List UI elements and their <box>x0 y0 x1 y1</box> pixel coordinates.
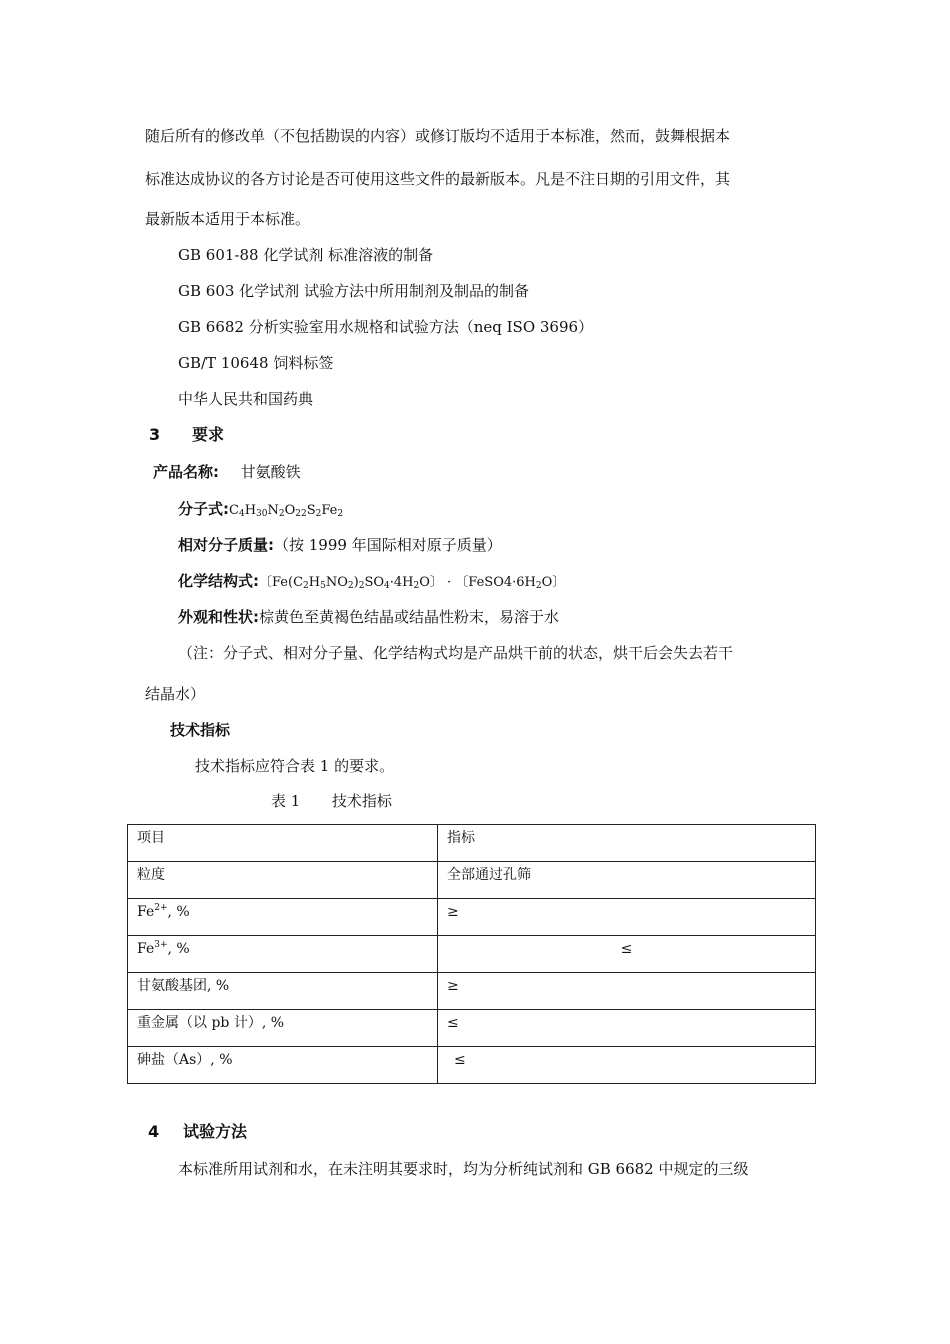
molecular-mass-value: （按 1999 年国际相对原子质量） <box>274 536 502 554</box>
table-cell-value: ≤ <box>438 936 816 973</box>
table-row <box>128 973 816 1010</box>
spec-table <box>127 824 816 1084</box>
structure-label: 化学结构式: <box>178 572 259 590</box>
section-title: 要求 <box>192 425 225 444</box>
table-header-cell: 项目 <box>128 825 438 862</box>
table-cell-value: 全部通过孔筛 <box>438 862 816 899</box>
reference-item: GB 603 化学试剂 试验方法中所用制剂及制品的制备 <box>178 282 529 300</box>
section-number: 3 <box>149 425 161 444</box>
note-line-2: 结晶水） <box>145 685 206 703</box>
molecular-formula-label: 分子式: <box>178 500 229 518</box>
reference-item: GB/T 10648 饲料标签 <box>178 354 334 372</box>
reference-item: GB 601-88 化学试剂 标准溶液的制备 <box>178 246 434 264</box>
product-name-value: 甘氨酸铁 <box>240 463 301 481</box>
molecular-formula-row <box>178 499 343 521</box>
appearance-label: 外观和性状: <box>178 608 259 626</box>
appearance-row <box>178 607 559 627</box>
section-title: 试验方法 <box>183 1122 248 1141</box>
table-row <box>128 1010 816 1047</box>
table-caption-title: 技术指标 <box>331 792 392 810</box>
section4-paragraph: 本标准所用试剂和水，在未注明其要求时，均为分析纯试剂和 GB 6682 中规定的三级 <box>178 1160 749 1178</box>
product-name-label: 产品名称: <box>153 463 219 481</box>
table-cell-item: 砷盐（As）, % <box>128 1047 438 1084</box>
product-name-row <box>153 462 301 482</box>
tech-spec-text: 技术指标应符合表 1 的要求。 <box>195 757 395 775</box>
table-row <box>128 862 816 899</box>
table-cell-value: ≥ <box>438 899 816 936</box>
table-cell-item: 甘氨酸基团, % <box>128 973 438 1010</box>
note-line-1: （注：分子式、相对分子量、化学结构式均是产品烘干前的状态，烘干后会失去若干 <box>178 644 734 662</box>
table-cell-value: ≤ <box>438 1047 816 1084</box>
paragraph-line-2: 标准达成协议的各方讨论是否可使用这些文件的最新版本。凡是不注日期的引用文件，其 <box>145 170 731 188</box>
appearance-value: 棕黄色至黄褐色结晶或结晶性粉末，易溶于水 <box>259 608 560 626</box>
table-row <box>128 899 816 936</box>
section-number: 4 <box>148 1122 160 1141</box>
molecular-mass-label: 相对分子质量: <box>178 536 274 554</box>
reference-item: GB 6682 分析实验室用水规格和试验方法（neq ISO 3696） <box>178 318 594 336</box>
paragraph-line-3: 最新版本适用于本标准。 <box>145 210 311 228</box>
table-cell-value: ≥ <box>438 973 816 1010</box>
table-cell-item: $Fe^{3+}$, % <box>128 936 438 973</box>
structure-row <box>178 571 565 593</box>
paragraph-line-1: 随后所有的修改单（不包括勘误的内容）或修订版均不适用于本标准，然而，鼓舞根据本 <box>145 127 731 145</box>
reference-item: 中华人民共和国药典 <box>178 390 314 408</box>
table-cell-item: 粒度 <box>128 862 438 899</box>
table-header-cell: 指标 <box>438 825 816 862</box>
table-header-row <box>128 825 816 862</box>
table-row <box>128 1047 816 1084</box>
structure-value: 〔$Fe(C_2H_5NO_2)_2SO_4\cdot 4H_2O$〕 · 〔$FeSO4\cdot 6H_2O$〕 <box>259 575 566 591</box>
table-caption <box>271 791 392 811</box>
table-cell-item: $Fe^{2+}$, % <box>128 899 438 936</box>
table-cell-item: 重金属（以 pb 计）, % <box>128 1010 438 1047</box>
table-caption-number: 表 1 <box>271 792 301 810</box>
table-cell-value: ≤ <box>438 1010 816 1047</box>
table-row <box>128 936 816 973</box>
molecular-formula-value: $C_4H_{30}N_2O_{22}S_2Fe_2$ <box>229 503 344 519</box>
tech-spec-heading: 技术指标 <box>170 721 231 739</box>
molecular-mass-row <box>178 535 502 555</box>
